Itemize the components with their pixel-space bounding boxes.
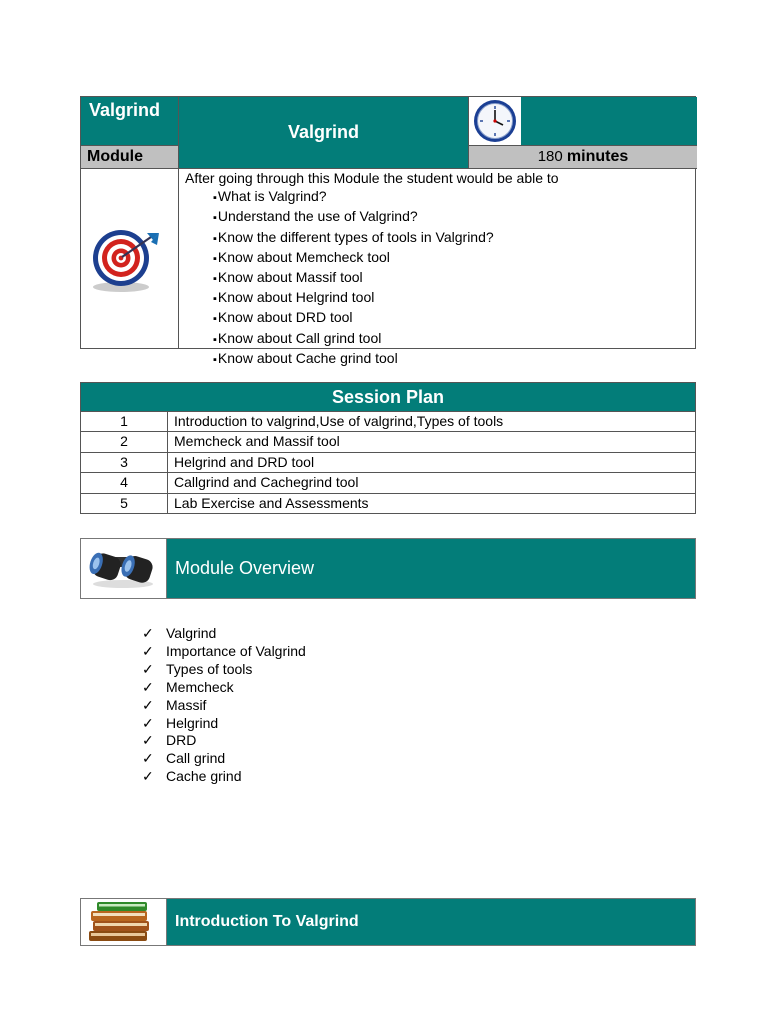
module-overview-banner bbox=[80, 538, 696, 599]
list-item bbox=[142, 625, 306, 643]
table-row bbox=[80, 494, 696, 514]
list-item bbox=[142, 732, 306, 750]
check-icon: ✓ bbox=[142, 660, 154, 677]
session-topic: Callgrind and Cachegrind tool bbox=[174, 474, 359, 491]
table-row bbox=[80, 412, 696, 432]
objectives-intro: After going through this Module the student would be able to bbox=[185, 170, 559, 186]
check-icon: ✓ bbox=[142, 732, 154, 749]
module-title-left: Valgrind bbox=[81, 97, 179, 149]
introduction-banner bbox=[80, 898, 696, 946]
introduction-title: Introduction To Valgrind bbox=[167, 899, 695, 945]
overview-item: Helgrind bbox=[166, 714, 219, 731]
overview-item: Types of tools bbox=[166, 660, 253, 677]
list-item bbox=[142, 768, 306, 786]
overview-item: Massif bbox=[166, 696, 207, 713]
list-item bbox=[142, 679, 306, 697]
session-topic: Helgrind and DRD tool bbox=[174, 453, 315, 470]
module-label: Module bbox=[81, 145, 179, 168]
table-row bbox=[80, 432, 696, 452]
check-icon: ✓ bbox=[142, 768, 154, 785]
objective-item: ▪ Know about Helgrind tool bbox=[213, 288, 697, 308]
session-number: 3 bbox=[81, 453, 168, 472]
objective-item: ▪ What is Valgrind? bbox=[213, 187, 697, 207]
list-item bbox=[142, 661, 306, 679]
module-overview-title: Module Overview bbox=[167, 539, 695, 598]
check-icon: ✓ bbox=[142, 696, 154, 713]
objectives-list bbox=[185, 187, 697, 369]
books-icon bbox=[81, 899, 167, 945]
target-icon bbox=[81, 168, 179, 349]
duration-value: 180 bbox=[537, 148, 563, 165]
session-topic: Memcheck and Massif tool bbox=[174, 433, 340, 450]
clock-icon bbox=[469, 97, 521, 145]
list-item bbox=[142, 643, 306, 661]
check-icon: ✓ bbox=[142, 625, 154, 641]
overview-item: Memcheck bbox=[166, 678, 234, 695]
session-number: 2 bbox=[81, 432, 168, 451]
table-row bbox=[80, 473, 696, 493]
objective-item: ▪ Know about DRD tool bbox=[213, 308, 697, 328]
table-row bbox=[80, 453, 696, 473]
overview-item: Valgrind bbox=[166, 625, 217, 641]
objective-item: ▪ Know about Cache grind tool bbox=[213, 349, 697, 369]
binoculars-icon bbox=[81, 539, 167, 598]
objective-item: ▪ Know the different types of tools in Valgrind? bbox=[213, 228, 697, 248]
check-icon: ✓ bbox=[142, 678, 154, 695]
session-number: 1 bbox=[81, 412, 168, 431]
list-item bbox=[142, 697, 306, 715]
overview-item: DRD bbox=[166, 732, 197, 749]
check-icon: ✓ bbox=[142, 714, 154, 731]
list-item bbox=[142, 750, 306, 768]
overview-checklist bbox=[142, 625, 306, 786]
session-number: 5 bbox=[81, 494, 168, 513]
header-teal-band bbox=[521, 97, 697, 145]
objective-item: ▪ Know about Massif tool bbox=[213, 268, 697, 288]
session-topic: Introduction to valgrind,Use of valgrind,Types of tools bbox=[174, 413, 504, 429]
module-title-center: Valgrind bbox=[179, 97, 469, 168]
objectives-cell bbox=[179, 168, 697, 366]
session-number: 4 bbox=[81, 473, 168, 492]
list-item bbox=[142, 715, 306, 733]
overview-item: Importance of Valgrind bbox=[166, 642, 306, 659]
overview-item: Cache grind bbox=[166, 768, 242, 785]
session-plan-table bbox=[80, 382, 696, 514]
objective-item: ▪ Know about Call grind tool bbox=[213, 329, 697, 349]
objective-item: ▪ Understand the use of Valgrind? bbox=[213, 207, 697, 227]
module-header-table bbox=[80, 96, 696, 366]
duration-unit: minutes bbox=[566, 148, 629, 165]
session-plan-title: Session Plan bbox=[80, 382, 696, 412]
check-icon: ✓ bbox=[142, 750, 154, 767]
duration bbox=[469, 145, 697, 168]
overview-item: Call grind bbox=[166, 750, 226, 767]
session-topic: Lab Exercise and Assessments bbox=[174, 494, 369, 511]
check-icon: ✓ bbox=[142, 642, 154, 659]
objective-item: ▪ Know about Memcheck tool bbox=[213, 248, 697, 268]
